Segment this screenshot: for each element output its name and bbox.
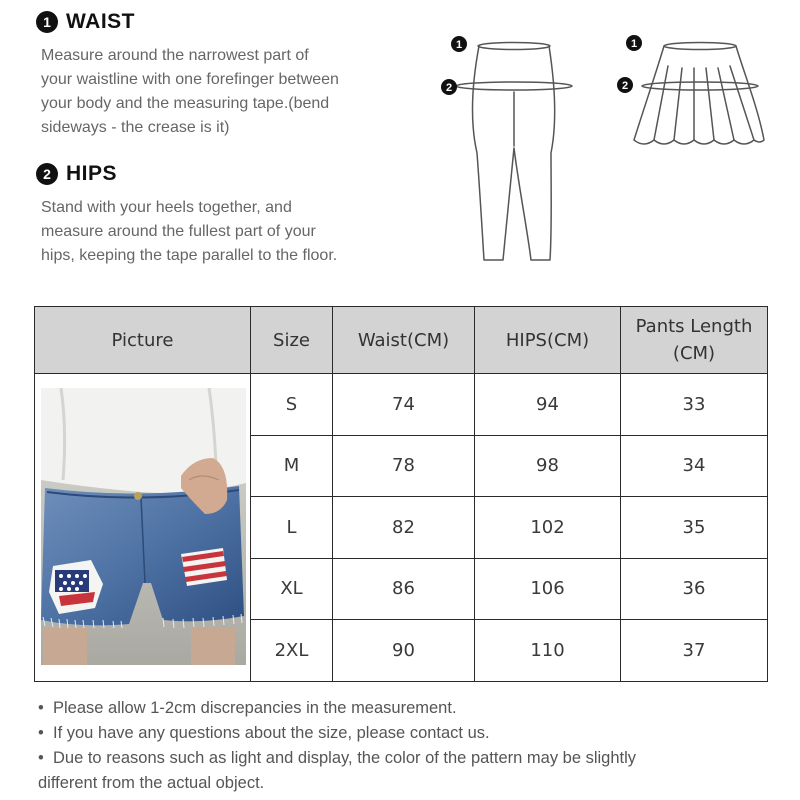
size-cell: S xyxy=(251,374,333,436)
product-picture-cell xyxy=(35,374,251,682)
header-pants-length xyxy=(621,307,768,374)
pants-marker-2 xyxy=(441,79,457,95)
marker-label: 1 xyxy=(630,38,638,50)
denim-shorts-photo xyxy=(41,388,246,665)
hips-line: hips, keeping the tape parallel to the floor. xyxy=(41,247,338,264)
waist-cell: 86 xyxy=(333,558,475,620)
waist-cell: 90 xyxy=(333,620,475,682)
hips-cell: 110 xyxy=(475,620,621,682)
number-two-badge: 2 xyxy=(36,163,58,185)
hips-line: measure around the fullest part of your xyxy=(41,223,316,240)
hips-cell: 106 xyxy=(475,558,621,620)
note-item xyxy=(38,746,768,771)
header-pants-length-line2: (CM) xyxy=(672,343,716,364)
bullet-icon: • xyxy=(38,724,44,742)
waist-line: your body and the measuring tape.(bend xyxy=(41,95,330,112)
skirt-pleats xyxy=(654,66,754,140)
header-hips: HIPS(CM) xyxy=(475,307,621,374)
hips-cell: 94 xyxy=(475,374,621,436)
waist-heading xyxy=(36,8,416,36)
hips-section xyxy=(36,160,416,268)
pants-outline xyxy=(473,46,555,260)
size-cell: L xyxy=(251,497,333,559)
pants-diagram xyxy=(436,28,586,268)
size-cell: XL xyxy=(251,558,333,620)
waist-cell: 82 xyxy=(333,497,475,559)
hips-line: Stand with your heels together, and xyxy=(41,199,292,216)
size-chart-table xyxy=(34,306,768,682)
pants-waistband xyxy=(478,43,550,50)
note-text: Due to reasons such as light and display, the color of the pattern may be slightly xyxy=(53,749,637,767)
hips-description xyxy=(41,196,416,268)
note-item xyxy=(38,721,768,746)
skirt-diagram xyxy=(608,28,788,158)
skirt-marker-2 xyxy=(617,77,633,93)
skirt-waistband xyxy=(664,43,736,50)
marker-label: 2 xyxy=(621,80,629,92)
length-cell: 36 xyxy=(621,558,768,620)
note-item xyxy=(38,696,768,721)
skirt-hip-line xyxy=(642,82,758,90)
skirt-outline xyxy=(634,46,764,144)
size-cell: M xyxy=(251,435,333,497)
note-text: different from the actual object. xyxy=(38,774,265,792)
header-size: Size xyxy=(251,307,333,374)
header-pants-length-line1: Pants Length xyxy=(635,316,753,337)
skirt-marker-1 xyxy=(626,35,642,51)
hips-heading xyxy=(36,160,416,188)
table-row xyxy=(35,374,768,436)
note-text: Please allow 1-2cm discrepancies in the measurement. xyxy=(53,699,457,717)
length-cell: 34 xyxy=(621,435,768,497)
header-waist: Waist(CM) xyxy=(333,307,475,374)
bullet-icon: • xyxy=(38,749,44,767)
bullet-icon: • xyxy=(38,699,44,717)
waist-line: Measure around the narrowest part of xyxy=(41,47,309,64)
pants-marker-1 xyxy=(451,36,467,52)
marker-label: 2 xyxy=(445,82,453,94)
note-text: If you have any questions about the size, please contact us. xyxy=(53,724,490,742)
table-header-row xyxy=(35,307,768,374)
length-cell: 35 xyxy=(621,497,768,559)
header-picture: Picture xyxy=(35,307,251,374)
waist-line: sideways - the crease is it) xyxy=(41,119,230,136)
waist-description xyxy=(41,44,416,140)
hips-cell: 102 xyxy=(475,497,621,559)
waist-section xyxy=(36,8,416,140)
length-cell: 33 xyxy=(621,374,768,436)
hips-title: HIPS xyxy=(66,162,118,185)
size-cell: 2XL xyxy=(251,620,333,682)
note-item-continuation xyxy=(38,771,768,796)
marker-label: 1 xyxy=(455,39,463,51)
number-one-badge: 1 xyxy=(36,11,58,33)
waist-cell: 74 xyxy=(333,374,475,436)
waist-title: WAIST xyxy=(66,10,135,33)
hips-cell: 98 xyxy=(475,435,621,497)
notes-list xyxy=(38,696,768,796)
waist-cell: 78 xyxy=(333,435,475,497)
length-cell: 37 xyxy=(621,620,768,682)
waist-line: your waistline with one forefinger between xyxy=(41,71,339,88)
